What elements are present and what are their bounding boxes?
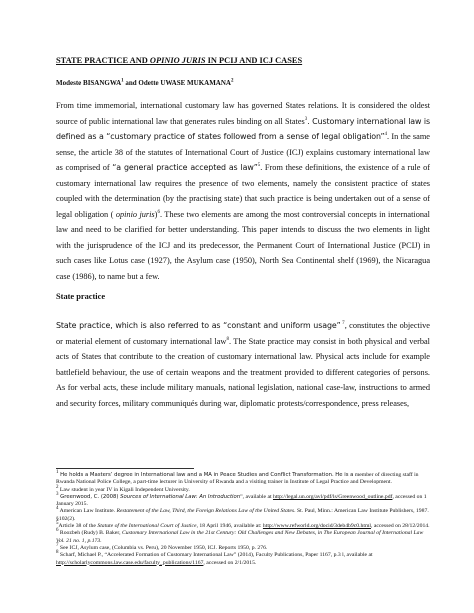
author-1: Modeste BISANGWA — [56, 79, 122, 87]
footnote-ref[interactable]: 5 — [257, 163, 261, 169]
author-line — [56, 79, 233, 87]
footnote-ref[interactable]: 3 — [304, 116, 308, 122]
title-text-1: STATE PRACTICE AND — [56, 56, 150, 65]
footnote-ref[interactable]: 6 — [157, 209, 160, 215]
author-2: and Odette UWASE MUKAMANA — [123, 79, 231, 87]
footnote-5: $^5$Article 38 of the Statute of the International Court of Justice, 18 April 1946, available at: http://www.refworld.org/docid/3deb4b9c0.html, accessed on 28/12/2014. — [56, 521, 430, 530]
footnote-6: $^6$ Roozbeh (Rudy) B. Baker, Customary International Law in the 21st Century: Old Challenges and New Debates, in The European Journal of International Law Vol. 21 no. 1, p.173. — [56, 528, 424, 544]
footnote-4: $^4$ American Law Institute. Restatement of the Law, Third, the Foreign Relations Law of the United States. St. Paul, Minn.: American Law Institute Publishers, 1987. §102(2). — [56, 506, 429, 522]
state-practice-paragraph: State practice, which is also referred to as “constant and uniform usage” $^7$, constitutes the objective or material element of customary international law$^8$. The State practice may consist in both physical and verbal acts of States that contribute to the creation of customary international law. Physical acts include for example battlefield behaviour, the use of certain weapons and the treatment provided to different categories of persons. As for verbal acts, these include military manuals, national legislation, national case-law, instructions to armed and security forces, military communiqués during war, diplomatic protests/correspondence, press releases, — [56, 321, 430, 408]
footnotes — [56, 472, 432, 567]
footnote-ref[interactable]: 8 — [226, 336, 229, 342]
highlighted-quote: “a general practice accepted as law” — [112, 163, 258, 172]
footnote-link[interactable]: http://www.refworld.org/docid/3deb4b9c0.html — [262, 523, 371, 530]
footnote-link[interactable]: http://scholarlycommons.law.case.edu/faculty_publications/1167 — [56, 559, 204, 566]
highlighted-definition: . Customary international law is defined as a “customary practice of states followed from a sense of legal obligation” — [56, 116, 430, 141]
footnote-ref[interactable]: 1 — [121, 78, 124, 84]
footnote-link[interactable]: http://legal.un.org/avl/pdf/ls/Greenwood_outline.pdf — [272, 493, 393, 500]
section-heading: State practice — [56, 292, 106, 301]
title-text-2: IN PCIJ AND ICJ CASES — [205, 56, 303, 65]
footnote-divider — [56, 468, 194, 469]
opinio-juris-term: opinio juris — [115, 209, 155, 219]
footnote-7: $^7$ See ICJ, Asylum case, (Columbia vs. Peru), 20 November 1950, ICJ. Reports 1950, p. 276. — [56, 543, 268, 551]
footnote-1: $^1$ He holds a Masters’ degree in International law and a MA in Peace Studies and Conflict Transformation. He is a member of directing staff in Rwanda National Police College, a part-time lecturer in University of Rwanda and a visiting trainer in Institute of Legal Practice and Development. — [56, 470, 419, 486]
title-italic: OPINIO JURIS — [149, 56, 206, 65]
footnote-ref[interactable]: 2 — [230, 78, 234, 84]
intro-paragraph: From time immemorial, international customary law has governed States relations. It is considered the oldest source of public international law that generates rules binding on all States$^3$. Customary international law is defined as a “customary practice of states followed from a sense of legal obligation”$^4$. In the same sense, the article 38 of the statutes of International Court of Justice (ICJ) explains customary international law as comprised of “a general practice accepted as law”$^5$. From these definitions, the existence of a rule of customary international law requires the presence of two elements, namely the consistent practice of states coupled with the determination (by the practising state) that such practice is being undertaken out of a sense of legal obligation ( opinio juris)$^6$. These two elements are among the most controversial concepts in international law and need to be clarified for better understanding. This paper intends to discuss the two elements in light with the jurisprudence of the ICJ and its predecessor, the Permanent Court of International Justice (PCIJ) in such cases like Lotus case (1927), the Asylum case (1950), North Sea Continental shelf (1969), the Nicaragua case (1986), to name but a few. — [56, 101, 431, 281]
footnote-ref[interactable]: 4 — [384, 132, 387, 138]
footnote-8: $^8$ Scharf, Michael P., “Accelerated Formation of Customary International Law” (2014), Faculty Publications, Paper 1167, p.3 l, available at http://scholarlycommons.law.case.edu/faculty_publications/1167, accessed on 2/1/2015. — [56, 550, 373, 566]
footnote-3: $^3$ Greenwood, C. (2008) Sources of International Law: An Introduction”, available at http://legal.un.org/avl/pdf/ls/Greenwood_outline.pdf, accessed on 1 January 2015. — [56, 492, 427, 508]
highlighted-quote: State practice, which is also referred to as “constant and uniform usage” — [56, 321, 341, 330]
footnote-2: $^2$ Law student in year IV in Kigali Independent University. — [56, 484, 190, 493]
paper-title — [56, 56, 436, 65]
footnote-ref[interactable]: 7 — [340, 321, 345, 327]
